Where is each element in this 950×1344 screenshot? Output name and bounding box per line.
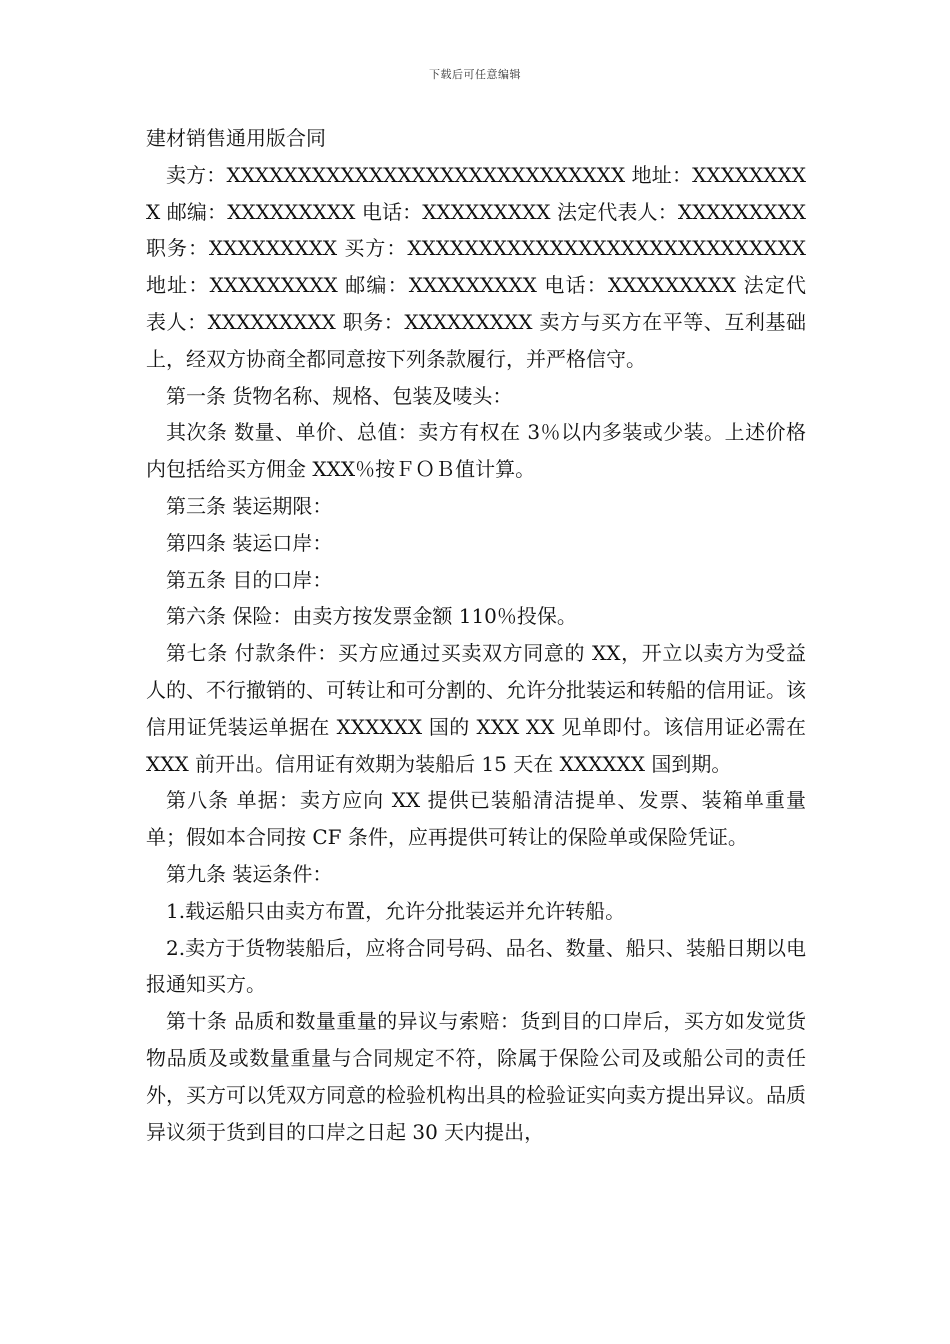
article-8: 第八条 单据：卖方应向 XX 提供已装船清洁提单、发票、装箱单重量单；假如本合同按 CF 条件，应再提供可转让的保险单或保险凭证。 — [146, 788, 806, 850]
parties-paragraph: 卖方：XXXXXXXXXXXXXXXXXXXXXXXXXXXX 地址：XXXXXXXXX 邮编：XXXXXXXXX 电话：XXXXXXXXX 法定代表人：XXXXXXXXX 职务：XXXXXXXXX 买方：XXXXXXXXXXXXXXXXXXXXXXXXXXXX 地址：XXXXXXXXX 邮编：XXXXXXXXX 电话：XXXXXXXXX 法定代表人：XXXXXXXXX 职务：XXXXXXXXX 卖方与买方在平等、互利基础上，经双方协商全都同意按下列条款履行，并严格信守。 — [146, 162, 806, 371]
article-3: 第三条 装运期限： — [166, 493, 333, 518]
article-7: 第七条 付款条件：买方应通过买卖双方同意的 XX，开立以卖方为受益人的、不行撤销的、可转让和可分割的、允许分批装运和转船的信用证。该信用证凭装运单据在 XXXXXX 国的 XXX XX 见单即付。该信用证必需在 XXX 前开出。信用证有效期为装船后 15 天在 XXXXXX 国到期。 — [146, 641, 806, 776]
article-9: 第九条 装运条件： — [166, 861, 333, 886]
article-6: 第六条 保险：由卖方按发票金额 110％投保。 — [166, 604, 577, 629]
article-9-item-1: 1.载运船只由卖方布置，允许分批装运并允许转船。 — [166, 898, 626, 923]
article-2: 其次条 数量、单价、总值：卖方有权在 3％以内多装或少装。上述价格内包括给买方佣金 XXX％按ＦＯＢ值计算。 — [146, 420, 806, 482]
document-title: 建材销售通用版合同 — [146, 126, 326, 150]
article-9-item-2: 2.卖方于货物装船后，应将合同号码、品名、数量、船只、装船日期以电报通知买方。 — [146, 935, 806, 997]
document-body — [146, 120, 806, 1150]
article-1: 第一条 货物名称、规格、包装及唛头： — [166, 383, 513, 408]
article-5: 第五条 目的口岸： — [166, 567, 333, 592]
article-4: 第四条 装运口岸： — [166, 530, 333, 555]
page-header-note: 下载后可任意编辑 — [429, 68, 521, 81]
article-10: 第十条 品质和数量重量的异议与索赔：货到目的口岸后，买方如发觉货物品质及或数量重量与合同规定不符，除属于保险公司及或船公司的责任外，买方可以凭双方同意的检验机构出具的检验证实向卖方提出异议。品质异议须于货到目的口岸之日起 30 天内提出， — [146, 1009, 806, 1144]
